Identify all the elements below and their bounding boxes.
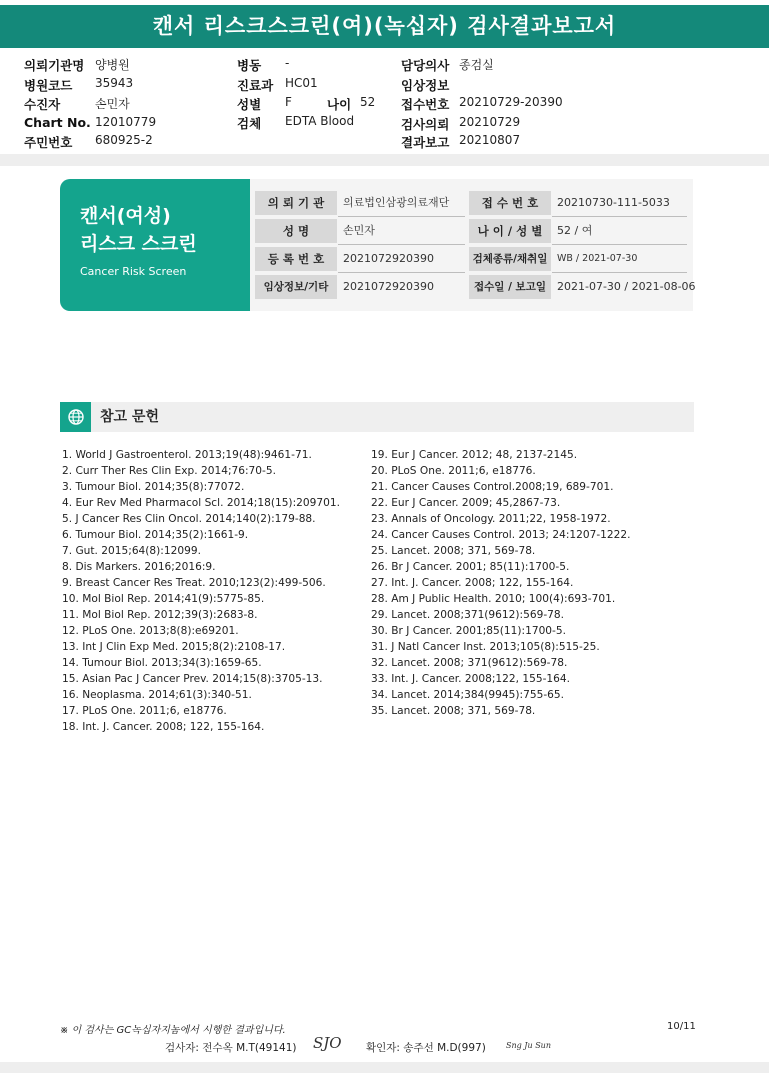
info-value-institution: 의료법인삼광의료재단 xyxy=(343,196,450,209)
reference-item: 20. PLoS One. 2011;6, e18776. xyxy=(371,465,536,477)
page-number: 10/11 xyxy=(667,1021,696,1032)
info-value-clinical: 2021072920390 xyxy=(343,280,434,293)
examiner-signature: SJO xyxy=(313,1034,342,1052)
hdr-label-institution: 의뢰기관명 xyxy=(24,58,85,73)
confirmer-signature: Sng Ju Sun xyxy=(506,1041,551,1050)
reference-item: 12. PLoS One. 2013;8(8):e69201. xyxy=(62,625,239,637)
row-divider xyxy=(552,272,687,273)
hdr-value-request-date: 20210729 xyxy=(459,115,521,129)
card-title-line1: 캔서(여성) xyxy=(80,205,171,227)
info-value-receipt-no: 20210730-111-5033 xyxy=(557,196,670,209)
confirmer: 확인자: 송주선 M.D(997) xyxy=(366,1042,486,1054)
hdr-value-report-date: 20210807 xyxy=(459,133,521,147)
hdr-label-chart-no: Chart No. xyxy=(24,115,91,130)
reference-item: 19. Eur J Cancer. 2012; 48, 2137-2145. xyxy=(371,449,578,461)
hdr-label-specimen: 검체 xyxy=(237,116,262,131)
info-value-registration-no: 2021072920390 xyxy=(343,252,434,265)
cancer-risk-card xyxy=(60,179,250,311)
bottom-bar xyxy=(0,1062,769,1073)
references-header xyxy=(60,402,694,432)
reference-item: 22. Eur J Cancer. 2009; 45,2867-73. xyxy=(371,497,561,509)
header-separator xyxy=(0,154,769,166)
reference-item: 26. Br J Cancer. 2001; 85(11):1700-5. xyxy=(371,561,570,573)
hdr-label-doctor: 담당의사 xyxy=(401,58,450,73)
reference-item: 21. Cancer Causes Control.2008;19, 689-701. xyxy=(371,481,614,493)
reference-item: 33. Int. J. Cancer. 2008;122, 155-164. xyxy=(371,673,570,685)
reference-item: 9. Breast Cancer Res Treat. 2010;123(2):499-506. xyxy=(62,577,326,589)
reference-item: 4. Eur Rev Med Pharmacol Scl. 2014;18(15):209701. xyxy=(62,497,340,509)
hdr-label-resident-no: 주민번호 xyxy=(24,135,73,150)
row-divider xyxy=(552,216,687,217)
info-label-clinical: 임상정보/기타 xyxy=(255,275,337,299)
card-subtitle: Cancer Risk Screen xyxy=(80,265,187,278)
reference-item: 29. Lancet. 2008;371(9612):569-78. xyxy=(371,609,564,621)
hdr-label-sex: 성별 xyxy=(237,97,262,112)
hdr-value-department: HC01 xyxy=(285,76,318,90)
info-value-name: 손민자 xyxy=(343,224,375,237)
hdr-value-patient: 손민자 xyxy=(95,97,130,111)
patient-info-table xyxy=(250,179,696,311)
reference-item: 14. Tumour Biol. 2013;34(3):1659-65. xyxy=(62,657,262,669)
reference-item: 28. Am J Public Health. 2010; 100(4):693-701. xyxy=(371,593,616,605)
hdr-value-resident-no: 680925-2 xyxy=(95,133,153,147)
hdr-value-specimen: EDTA Blood xyxy=(285,114,355,128)
reference-item: 16. Neoplasma. 2014;61(3):340-51. xyxy=(62,689,252,701)
hdr-value-ward: - xyxy=(285,56,290,70)
references-left-column xyxy=(62,447,340,735)
row-divider xyxy=(552,244,687,245)
reference-item: 15. Asian Pac J Cancer Prev. 2014;15(8):3705-13. xyxy=(62,673,323,685)
info-label-registration-no: 등 록 번 호 xyxy=(255,247,337,271)
row-divider xyxy=(338,216,465,217)
info-label-name: 성 명 xyxy=(255,219,337,243)
info-label-receipt-no: 접 수 번 호 xyxy=(469,191,551,215)
hdr-label-receipt-no: 접수번호 xyxy=(401,97,450,112)
hdr-label-age: 나이 xyxy=(327,97,352,112)
reference-item: 7. Gut. 2015;64(8):12099. xyxy=(62,545,201,557)
reference-item: 17. PLoS One. 2011;6, e18776. xyxy=(62,705,227,717)
hdr-value-hospital-code: 35943 xyxy=(95,76,134,90)
reference-item: 30. Br J Cancer. 2001;85(11):1700-5. xyxy=(371,625,566,637)
hdr-value-receipt-no: 20210729-20390 xyxy=(459,95,563,109)
references-right-column xyxy=(371,447,631,719)
reference-item: 10. Mol Biol Rep. 2014;41(9):5775-85. xyxy=(62,593,265,605)
hdr-value-sex: F xyxy=(285,95,292,109)
reference-item: 8. Dis Markers. 2016;2016:9. xyxy=(62,561,216,573)
hdr-value-chart-no: 12010779 xyxy=(95,115,157,129)
reference-item: 11. Mol Biol Rep. 2012;39(3):2683-8. xyxy=(62,609,258,621)
footer-note: ※ 이 검사는 GC녹십자지놈에서 시행한 결과입니다. xyxy=(60,1025,286,1036)
reference-item: 2. Curr Ther Res Clin Exp. 2014;76:70-5. xyxy=(62,465,276,477)
hdr-label-clinical-info: 임상정보 xyxy=(401,78,450,93)
hdr-value-age: 52 xyxy=(360,95,376,109)
info-value-age-sex: 52 / 여 xyxy=(557,224,593,237)
hdr-value-institution: 양병원 xyxy=(95,58,130,72)
reference-item: 25. Lancet. 2008; 371, 569-78. xyxy=(371,545,536,557)
reference-item: 13. Int J Clin Exp Med. 2015;8(2):2108-17. xyxy=(62,641,286,653)
reference-item: 31. J Natl Cancer Inst. 2013;105(8):515-25. xyxy=(371,641,600,653)
info-value-dates: 2021-07-30 / 2021-08-06 xyxy=(557,280,696,293)
reference-item: 32. Lancet. 2008; 371(9612):569-78. xyxy=(371,657,568,669)
reference-item: 34. Lancet. 2014;384(9945):755-65. xyxy=(371,689,564,701)
card-title-line2: 리스크 스크린 xyxy=(80,233,197,255)
hdr-label-department: 진료과 xyxy=(237,78,274,93)
reference-item: 6. Tumour Biol. 2014;35(2):1661-9. xyxy=(62,529,249,541)
info-label-age-sex: 나 이 / 성 별 xyxy=(469,219,551,243)
hdr-label-ward: 병동 xyxy=(237,58,262,73)
references-title: 참고 문헌 xyxy=(100,409,159,425)
info-label-institution: 의 뢰 기 관 xyxy=(255,191,337,215)
info-label-specimen: 검체종류/채취일 xyxy=(469,247,551,271)
row-divider xyxy=(338,272,465,273)
hdr-label-report-date: 결과보고 xyxy=(401,135,450,150)
info-label-dates: 접수일 / 보고일 xyxy=(469,275,551,299)
reference-item: 18. Int. J. Cancer. 2008; 122, 155-164. xyxy=(62,721,265,733)
reference-item: 27. Int. J. Cancer. 2008; 122, 155-164. xyxy=(371,577,574,589)
examiner: 검사자: 전수옥 M.T(49141) xyxy=(165,1042,297,1054)
row-divider xyxy=(338,244,465,245)
reference-item: 24. Cancer Causes Control. 2013; 24:1207-1222. xyxy=(371,529,631,541)
info-value-specimen: WB / 2021-07-30 xyxy=(557,253,638,264)
reference-item: 5. J Cancer Res Clin Oncol. 2014;140(2):179-88. xyxy=(62,513,316,525)
reference-item: 3. Tumour Biol. 2014;35(8):77072. xyxy=(62,481,245,493)
reference-item: 35. Lancet. 2008; 371, 569-78. xyxy=(371,705,536,717)
reference-item: 23. Annals of Oncology. 2011;22, 1958-1972. xyxy=(371,513,611,525)
reference-item: 1. World J Gastroenterol. 2013;19(48):9461-71. xyxy=(62,449,312,461)
hdr-value-doctor: 종검실 xyxy=(459,58,494,72)
globe-icon xyxy=(60,402,91,432)
hdr-label-request-date: 검사의뢰 xyxy=(401,117,450,132)
hdr-label-patient: 수진자 xyxy=(24,97,61,112)
report-title: 캔서 리스크스크린(여)(녹십자) 검사결과보고서 xyxy=(0,5,769,48)
hdr-label-hospital-code: 병원코드 xyxy=(24,78,73,93)
